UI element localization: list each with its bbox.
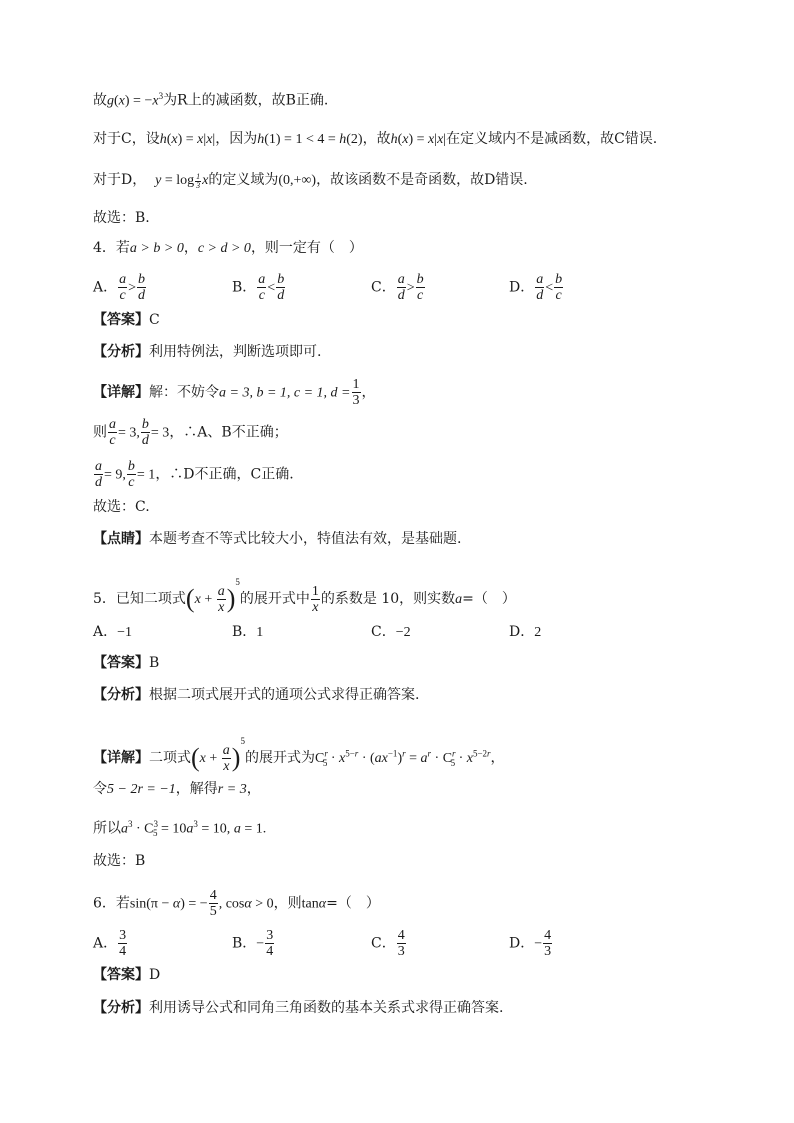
q4-option-b: B． $\frac{a}{c}$ < $\frac{b}{d}$ — [232, 272, 285, 303]
q5-let: 令5 − 2r = −1，解得r = 3， — [93, 781, 261, 797]
text: ， — [183, 240, 198, 256]
q5-option-b: B．1 — [232, 624, 264, 640]
q5-choose: 故选：B — [93, 853, 146, 869]
formula: a > b > 0 — [129, 241, 184, 256]
q5-detail: 【详解】二项式(x + $\frac{a}{x}$ )$^5$的展开式为$C^r_5 \cdot x^{5-r} \cdot (ax^{-1})^r = a^r \cdot C^r_5 \cdot x^{5-2r}$， — [93, 736, 505, 774]
q6-analysis: 【分析】利用诱导公式和同角三角函数的基本关系式求得正确答案. — [93, 1000, 504, 1016]
q5-answer: 【答案】B — [93, 655, 160, 671]
q5-analysis: 【分析】根据二项式展开式的通项公式求得正确答案. — [93, 687, 420, 703]
question-4-stem — [93, 238, 363, 259]
q6-option-d: D．− $\frac{4}{3}$ — [509, 928, 552, 959]
q5-option-c: C．−2 — [371, 624, 411, 640]
q6-option-c: C． $\frac{4}{3}$ — [371, 928, 405, 959]
text: ，故 — [362, 131, 391, 147]
q5-option-d: D．2 — [509, 624, 542, 640]
proof-line-d: 对于D， y = log $\frac{1}{3}$ x的定义域为(0,+∞)，故该函数不是奇函数，故D错误. — [93, 171, 528, 190]
question-6-stem: 6．若sin(π − α) = − $\frac{4}{5}$ , cosα > 0，则tanα=（ ） — [93, 888, 380, 919]
choose-line: 故选：B. — [93, 210, 150, 226]
text: 对于C，设 — [93, 131, 160, 147]
question-5-stem: 5．已知二项式(x + $\frac{a}{x}$ )$^5$的展开式中 $\frac{1}{x}$ 的系数是 10，则实数a=（ ） — [93, 577, 516, 615]
q4-option-a: A． $\frac{a}{c}$ > $\frac{b}{d}$ — [93, 272, 146, 303]
q4-option-c: C． $\frac{a}{d}$ > $\frac{b}{c}$ — [371, 272, 424, 303]
q4-analysis: 【分析】利用特例法，判断选项即可. — [93, 344, 322, 360]
q4-detail: 【详解】解：不妨令a = 3, b = 1, c = 1, d = $\frac{1}{3}$ ， — [93, 377, 376, 408]
proof-line-b: 故$g(x) = -x^3$为R上的减函数，故B正确. — [93, 91, 329, 109]
text: 4．若 — [93, 240, 130, 256]
q5-so: 所以$a^3 \cdot C^3_5 = 10a^3 = 10$, a = 1. — [93, 819, 267, 839]
text: ，因为 — [215, 131, 258, 147]
q6-answer: 【答案】D — [93, 967, 161, 983]
q4-choose: 故选：C. — [93, 499, 150, 515]
q4-option-d: D． $\frac{a}{d}$ < $\frac{b}{c}$ — [509, 272, 563, 303]
q4-comment: 【点睛】本题考查不等式比较大小，特值法有效，是基础题. — [93, 531, 462, 547]
q4-answer: 【答案】C — [93, 312, 160, 328]
formula-g: g — [107, 93, 114, 109]
q4-detail-3: $\frac{a}{d}$ = 9, $\frac{b}{c}$ = 1，∴D不正确，C正确. — [95, 459, 294, 490]
text: ，则一定有（ ） — [250, 240, 363, 256]
proof-line-c: 对于C，设h(x) = x|x|，因为h(1) = 1 < 4 = h(2)，故h(x) = x|x|在定义域内不是减函数，故C错误. — [93, 131, 658, 147]
q6-option-b: B．− $\frac{3}{4}$ — [232, 928, 274, 959]
text: 故 — [93, 92, 107, 109]
text: 的定义域为 — [208, 172, 279, 188]
q4-detail-2: 则 $\frac{a}{c}$ = 3, $\frac{b}{d}$ = 3，∴A、B不正确； — [93, 417, 288, 448]
formula: c > d > 0 — [197, 241, 251, 256]
text: 对于D， — [93, 172, 147, 188]
text: 为R上的减函数，故B正确. — [163, 92, 329, 109]
text: 在定义域内不是减函数，故C错误. — [446, 131, 658, 147]
text: ，故该函数不是奇函数，故D错误. — [316, 172, 528, 188]
q5-option-a: A．−1 — [93, 624, 133, 640]
q6-option-a: A． $\frac{3}{4}$ — [93, 928, 127, 959]
